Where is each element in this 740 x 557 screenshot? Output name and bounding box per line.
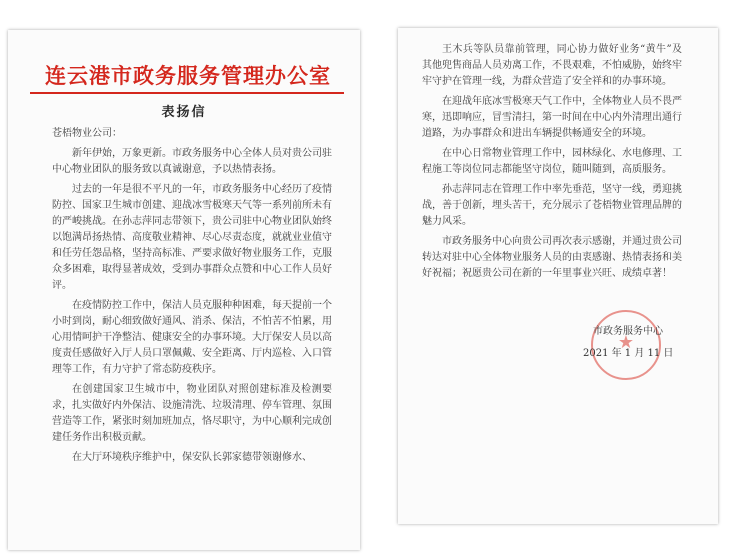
letter-page-2 bbox=[378, 0, 738, 557]
paragraph: 市政务服务中心向贵公司再次表示感谢，并通过贵公司转达对驻中心全体物业服务人员的由衷感谢、热情表扬和美好祝福；祝愿贵公司在新的一年里事业兴旺、成绩卓著！ bbox=[422, 236, 682, 279]
document-title: 表扬信 bbox=[161, 105, 207, 120]
paragraph: 新年伊始，万象更新。市政务服务中心全体人员对贵公司驻中心物业团队的服务致以真诚谢意，予以热情表扬。 bbox=[52, 148, 332, 175]
signature-date: 2021 年 1 月 11 日 bbox=[583, 348, 674, 359]
letter-page-1 bbox=[8, 0, 368, 557]
paragraph: 在创建国家卫生城市中，物业团队对照创建标准及检测要求，扎实做好内外保洁、设施清洗、垃圾清理、停车管理、氛围营造等工作，紧张时刻加班加点，恪尽职守，为中心顺利完成创建任务作出积极贡献。 bbox=[52, 384, 332, 443]
paragraph: 王木兵等队员靠前管理，同心协力做好业务“黄牛”及其他兜售商品人员劝离工作，不畏艰难，不怕威胁，始终牢牢守护在管理一线，为群众营造了安全祥和的办事环境。 bbox=[422, 44, 682, 87]
paragraph: 孙志萍同志在管理工作中率先垂范，坚守一线，勇迎挑战，善于创新，埋头苦干，充分展示了苍梧物业管理品牌的魅力风采。 bbox=[422, 184, 682, 227]
salutation: 苍梧物业公司： bbox=[52, 128, 122, 139]
letterhead-title: 连云港市政务服务管理办公室 bbox=[45, 63, 331, 88]
signature-block bbox=[583, 318, 693, 388]
paragraph: 在迎战年底冰雪极寒天气工作中，全体物业人员不畏严寒，迅即响应，冒雪清扫，第一时间在中心内外清理出通行道路，为办事群众和进出车辆提供畅通安全的环境。 bbox=[422, 96, 682, 139]
paragraph: 在大厅环境秩序维护中，保安队长郭家德带领谢修水、 bbox=[72, 452, 312, 463]
letter-body-right bbox=[422, 42, 682, 286]
paragraph: 在疫情防控工作中，保洁人员克服种种困难，每天提前一个小时到岗，耐心细致做好通风、消杀、保洁，不怕苦不怕累，用心用情呵护干净整洁、健康安全的办事环境。大厅保安人员以高度责任感做好入厅人员口罩佩戴、安全距离、厅内巡检、入口管理等工作，有力守护了常态防疫秩序。 bbox=[52, 300, 332, 375]
letter-body-left bbox=[52, 126, 332, 470]
paragraph: 过去的一年是很不平凡的一年，市政务服务中心经历了疫情防控、国家卫生城市创建、迎战冰雪极寒天气等一系列前所未有的严峻挑战。在孙志萍同志带领下，贵公司驻中心物业团队始终以饱满昂扬热情、高度敬业精神、尽心尽责态度，就就业业值守和任劳任怨品格，坚持高标准、严要求做好物业服务工作，克服众多困难，取得显著成效，受到办事群众点赞和中心工作人员好评。 bbox=[52, 184, 332, 291]
signature-organization: 市政务服务中心 bbox=[593, 326, 663, 337]
seal-star-icon: ★ bbox=[617, 332, 635, 353]
paragraph: 在中心日常物业管理工作中，园林绿化、水电修理、工程施工等岗位同志都能坚守岗位，随叫随到，高质服务。 bbox=[422, 148, 682, 175]
letterhead-rule bbox=[30, 92, 344, 94]
